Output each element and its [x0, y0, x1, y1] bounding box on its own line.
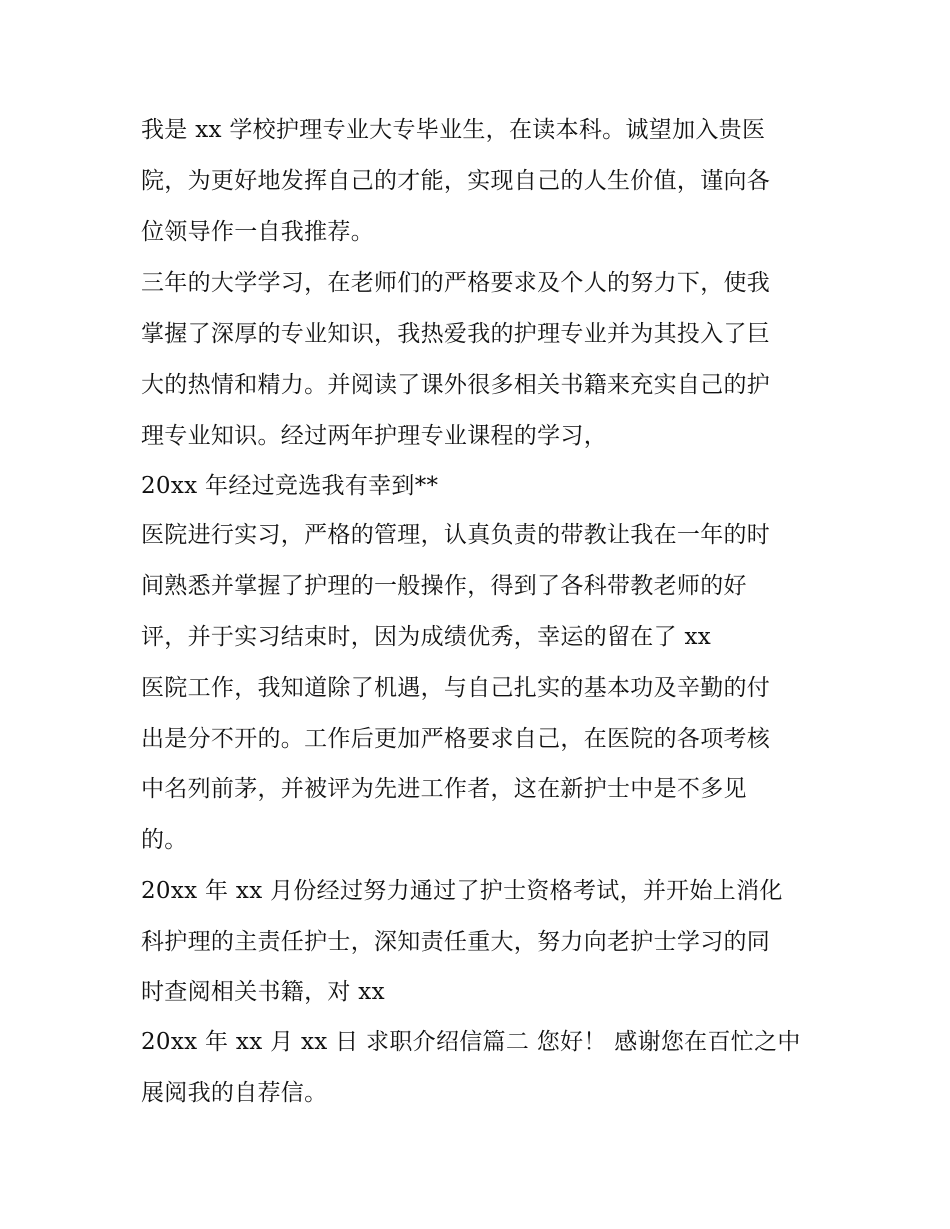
text-line: 理专业知识。经过两年护理专业课程的学习，: [141, 423, 607, 449]
text-line: 20xx 年经过竞选我有幸到**: [141, 473, 439, 499]
text-line: 时查阅相关书籍，对 xx: [141, 979, 385, 1005]
text-line: 科护理的主责任护士，深知责任重大，努力向老护士学习的同: [141, 929, 771, 955]
text-line: 20xx 年 xx 月 xx 日 求职介绍信篇二 您好！ 感谢您在百忙之中: [141, 1029, 801, 1055]
text-line: 展阅我的自荐信。: [141, 1080, 328, 1106]
text-line: 医院进行实习，严格的管理，认真负责的带教让我在一年的时: [141, 522, 771, 548]
text-line: 院，为更好地发挥自己的才能，实现自己的人生价值，谨向各: [141, 168, 771, 194]
text-line: 出是分不开的。工作后更加严格要求自己，在医院的各项考核: [141, 726, 771, 752]
text-line: 医院工作，我知道除了机遇，与自己扎实的基本功及辛勤的付: [141, 675, 771, 701]
text-line: 20xx 年 xx 月份经过努力通过了护士资格考试，并开始上消化: [141, 878, 783, 904]
text-line: 位领导作一自我推荐。: [141, 219, 374, 245]
text-line: 的。: [141, 827, 188, 853]
text-line: 评，并于实习结束时，因为成绩优秀，幸运的留在了 xx: [141, 624, 712, 650]
text-line: 间熟悉并掌握了护理的一般操作，得到了各科带教老师的好: [141, 573, 747, 599]
text-line: 我是 xx 学校护理专业大专毕业生，在读本科。诚望加入贵医: [141, 117, 766, 143]
text-line: 中名列前茅，并被评为先进工作者，这在新护士中是不多见: [141, 776, 747, 802]
text-line: 掌握了深厚的专业知识，我热爱我的护理专业并为其投入了巨: [141, 321, 771, 347]
text-line: 三年的大学学习，在老师们的严格要求及个人的努力下，使我: [141, 270, 771, 296]
text-line: 大的热情和精力。并阅读了课外很多相关书籍来充实自己的护: [141, 372, 771, 398]
